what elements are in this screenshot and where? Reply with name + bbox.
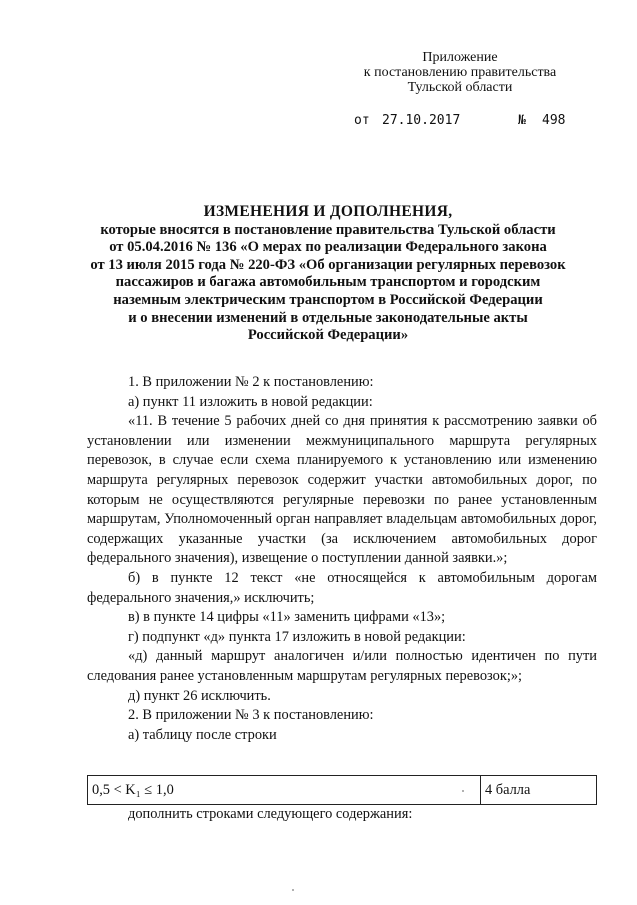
title-line: пассажиров и багажа автомобильным транспортом и городским bbox=[115, 274, 541, 291]
appendix-line-2: к постановлению правительства bbox=[363, 65, 557, 80]
registration-number: 498 bbox=[542, 113, 566, 128]
table-cell-range: 0,5 < K₁ ≤ 1,0 bbox=[88, 776, 481, 804]
registration-date: 27.10.2017 bbox=[382, 113, 461, 128]
paragraph-9: 2. В приложении № 3 к постановлению: bbox=[128, 707, 374, 724]
scan-speck bbox=[462, 790, 464, 792]
paragraph-2: а) пункт 11 изложить в новой редакции: bbox=[128, 393, 373, 410]
paragraph-5: в) в пункте 14 цифры «11» заменить цифрами «13»; bbox=[128, 609, 446, 626]
paragraph-3: «11. В течение 5 рабочих дней со дня принятия к рассмотрению заявки об установлении или изменении межмуниципального маршрута регулярных перевозок, в случае если схема планируемого к установлению или изменению маршрута регулярных перевозок содержит участки автомобильных дорог, по которым не осуществляются регулярные перевозки по ранее установленным маршрутам, Уполномоченный орган направляет владельцам автомобильных дорог, содержащих указанные участки (за исключением автомобильных дорог федерального значения), извещение о поступлении данной заявки.»; bbox=[87, 413, 597, 567]
document-title bbox=[60, 203, 596, 345]
table-cell-score: 4 балла bbox=[485, 782, 531, 798]
paragraph-7: «д) данный маршрут аналогичен и/или полностью идентичен по пути следования ранее установленным маршрутам регулярных перевозок;»; bbox=[87, 648, 597, 684]
appendix-line-1: Приложение bbox=[422, 50, 498, 65]
title-line: от 05.04.2016 № 136 «О мерах по реализации Федерального закона bbox=[109, 239, 547, 256]
appendix-block bbox=[330, 50, 590, 95]
document-body bbox=[87, 373, 597, 745]
paragraph-8: д) пункт 26 исключить. bbox=[128, 687, 271, 704]
registration-number-label: № bbox=[518, 113, 526, 128]
scan-speck bbox=[292, 889, 294, 891]
criteria-table-row bbox=[87, 775, 597, 805]
after-table-text: дополнить строками следующего содержания: bbox=[128, 806, 413, 822]
registration-from-label: от bbox=[354, 113, 370, 128]
appendix-line-3: Тульской области bbox=[407, 80, 513, 95]
title-line: наземным электрическим транспортом в Российской Федерации bbox=[113, 291, 543, 308]
title-line: Российской Федерации» bbox=[247, 327, 409, 344]
paragraph-10: а) таблицу после строки bbox=[128, 726, 277, 743]
title-main: ИЗМЕНЕНИЯ И ДОПОЛНЕНИЯ, bbox=[203, 203, 453, 220]
title-line: которые вносятся в постановление правительства Тульской области bbox=[100, 221, 556, 238]
paragraph-1: 1. В приложении № 2 к постановлению: bbox=[128, 374, 374, 390]
paragraph-4: б) в пункте 12 текст «не относящейся к автомобильным дорогам федерального значения,» исключить; bbox=[87, 569, 597, 606]
title-line: и о внесении изменений в отдельные законодательные акты bbox=[128, 309, 528, 326]
title-line: от 13 июля 2015 года № 220-ФЗ «Об организации регулярных перевозок bbox=[90, 256, 566, 273]
paragraph-6: г) подпункт «д» пункта 17 изложить в новой редакции: bbox=[128, 628, 466, 645]
